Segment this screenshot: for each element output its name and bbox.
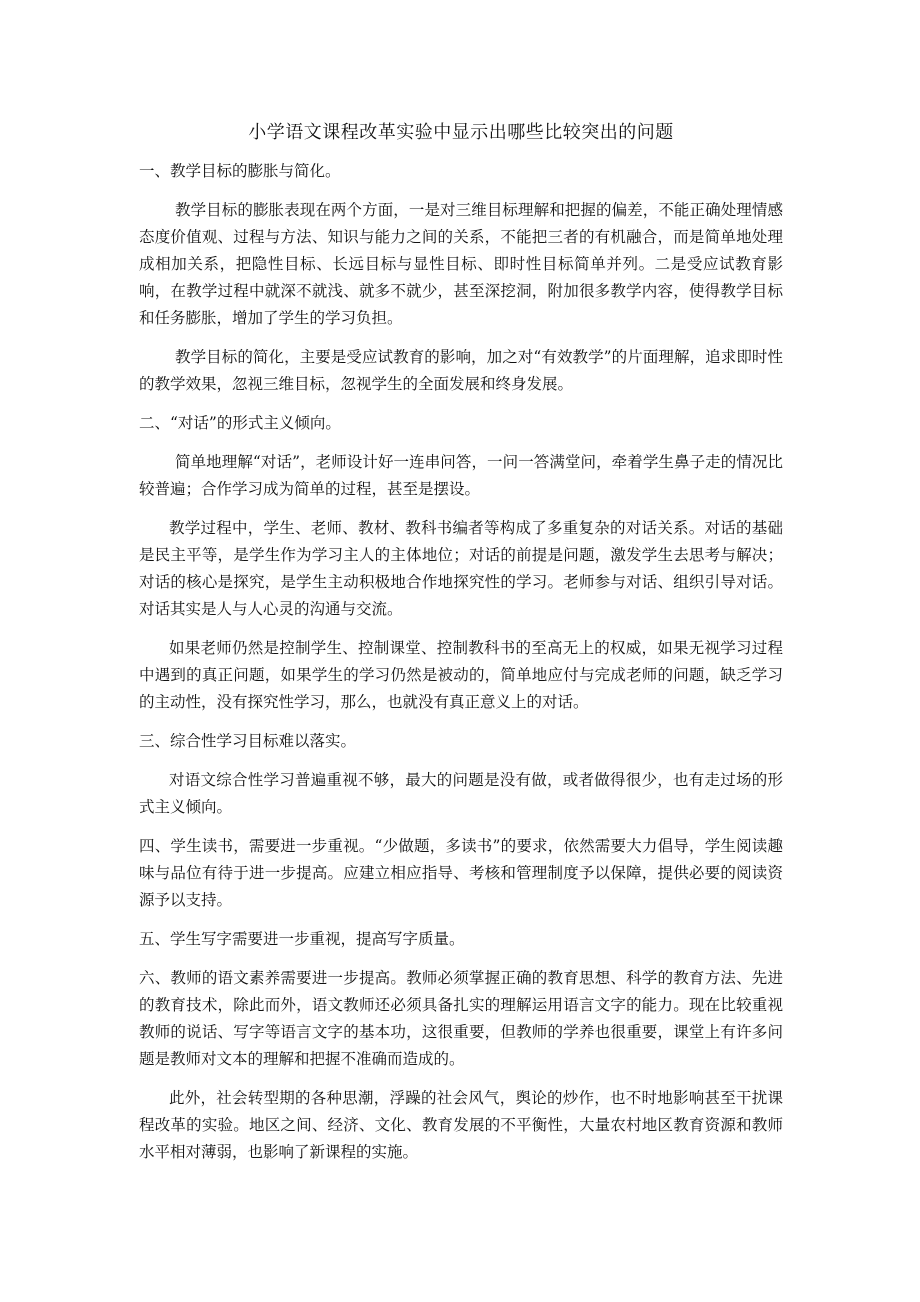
document-page [139,120,783,1178]
section-heading-2: 二、“对话”的形式主义倾向。 [139,414,341,432]
paragraph: 教学目标的膨胀表现在两个方面，一是对三维目标理解和把握的偏差，不能正确处理情感态度价值观、过程与方法、知识与能力之间的关系，不能把三者的有机融合，而是简单地处理成相加关系，把隐性目标、长远目标与显性目标、即时性目标简单并列。二是受应试教育影响，在教学过程中就深不就浅、就多不就少，甚至深挖洞，附加很多教学内容，使得教学目标和任务膨胀，增加了学生的学习负担。 [139,201,783,327]
section-heading-5: 五、学生写字需要进一步重视，提高写字质量。 [139,930,465,948]
document-title: 小学语文课程改革实验中显示出哪些比较突出的问题 [248,122,674,143]
section-heading-3: 三、综合性学习目标难以落实。 [139,732,357,750]
paragraph: 如果老师仍然是控制学生、控制课堂、控制教科书的至高无上的权威，如果无视学习过程中遇到的真正问题，如果学生的学习仍然是被动的，简单地应付与完成老师的问题，缺乏学习的主动性，没有探究性学习，那么，也就没有真正意义上的对话。 [139,639,783,711]
paragraph: 简单地理解“对话”，老师设计好一连串问答，一问一答满堂问，牵着学生鼻子走的情况比较普遍；合作学习成为简单的过程，甚至是摆设。 [139,453,783,498]
paragraph: 教学过程中，学生、老师、教材、教科书编者等构成了多重复杂的对话关系。对话的基础是民主平等，是学生作为学习主人的主体地位；对话的前提是问题，激发学生去思考与解决；对话的核心是探究，是学生主动积极地合作地探究性的学习。老师参与对话、组织引导对话。对话其实是人与人心灵的沟通与交流。 [139,519,783,618]
section-heading-4: 四、学生读书，需要进一步重视。“少做题，多读书”的要求，依然需要大力倡导，学生阅读趣味与品位有待于进一步提高。应建立相应指导、考核和管理制度予以保障，提供必要的阅读资源予以支持。 [139,837,783,909]
paragraph: 此外，社会转型期的各种思潮，浮躁的社会风气，舆论的炒作，也不时地影响甚至干扰课程改革的实验。地区之间、经济、文化、教育发展的不平衡性，大量农村地区教育资源和教师水平相对薄弱，也影响了新课程的实施。 [139,1089,783,1161]
watermark-mark: ​ [295,600,305,668]
paragraph: 对语文综合性学习普遍重视不够，最大的问题是没有做，或者做得很少，也有走过场的形式主义倾向。 [139,771,783,816]
paragraph: 教学目标的简化，主要是受应试教育的影响，加之对“有效教学”的片面理解，追求即时性的教学效果，忽视三维目标，忽视学生的全面发展和终身发展。 [139,348,783,393]
section-heading-6: 六、教师的语文素养需要进一步提高。教师必须掌握正确的教育思想、科学的教育方法、先进的教育技术，除此而外，语文教师还必须具备扎实的理解运用语言文字的能力。现在比较重视教师的说话、写字等语言文字的基本功，这很重要，但教师的学养也很重要，课堂上有许多问题是教师对文本的理解和把握不准确而造成的。 [139,969,783,1068]
section-heading-1: 一、教学目标的膨胀与简化。 [139,162,341,180]
